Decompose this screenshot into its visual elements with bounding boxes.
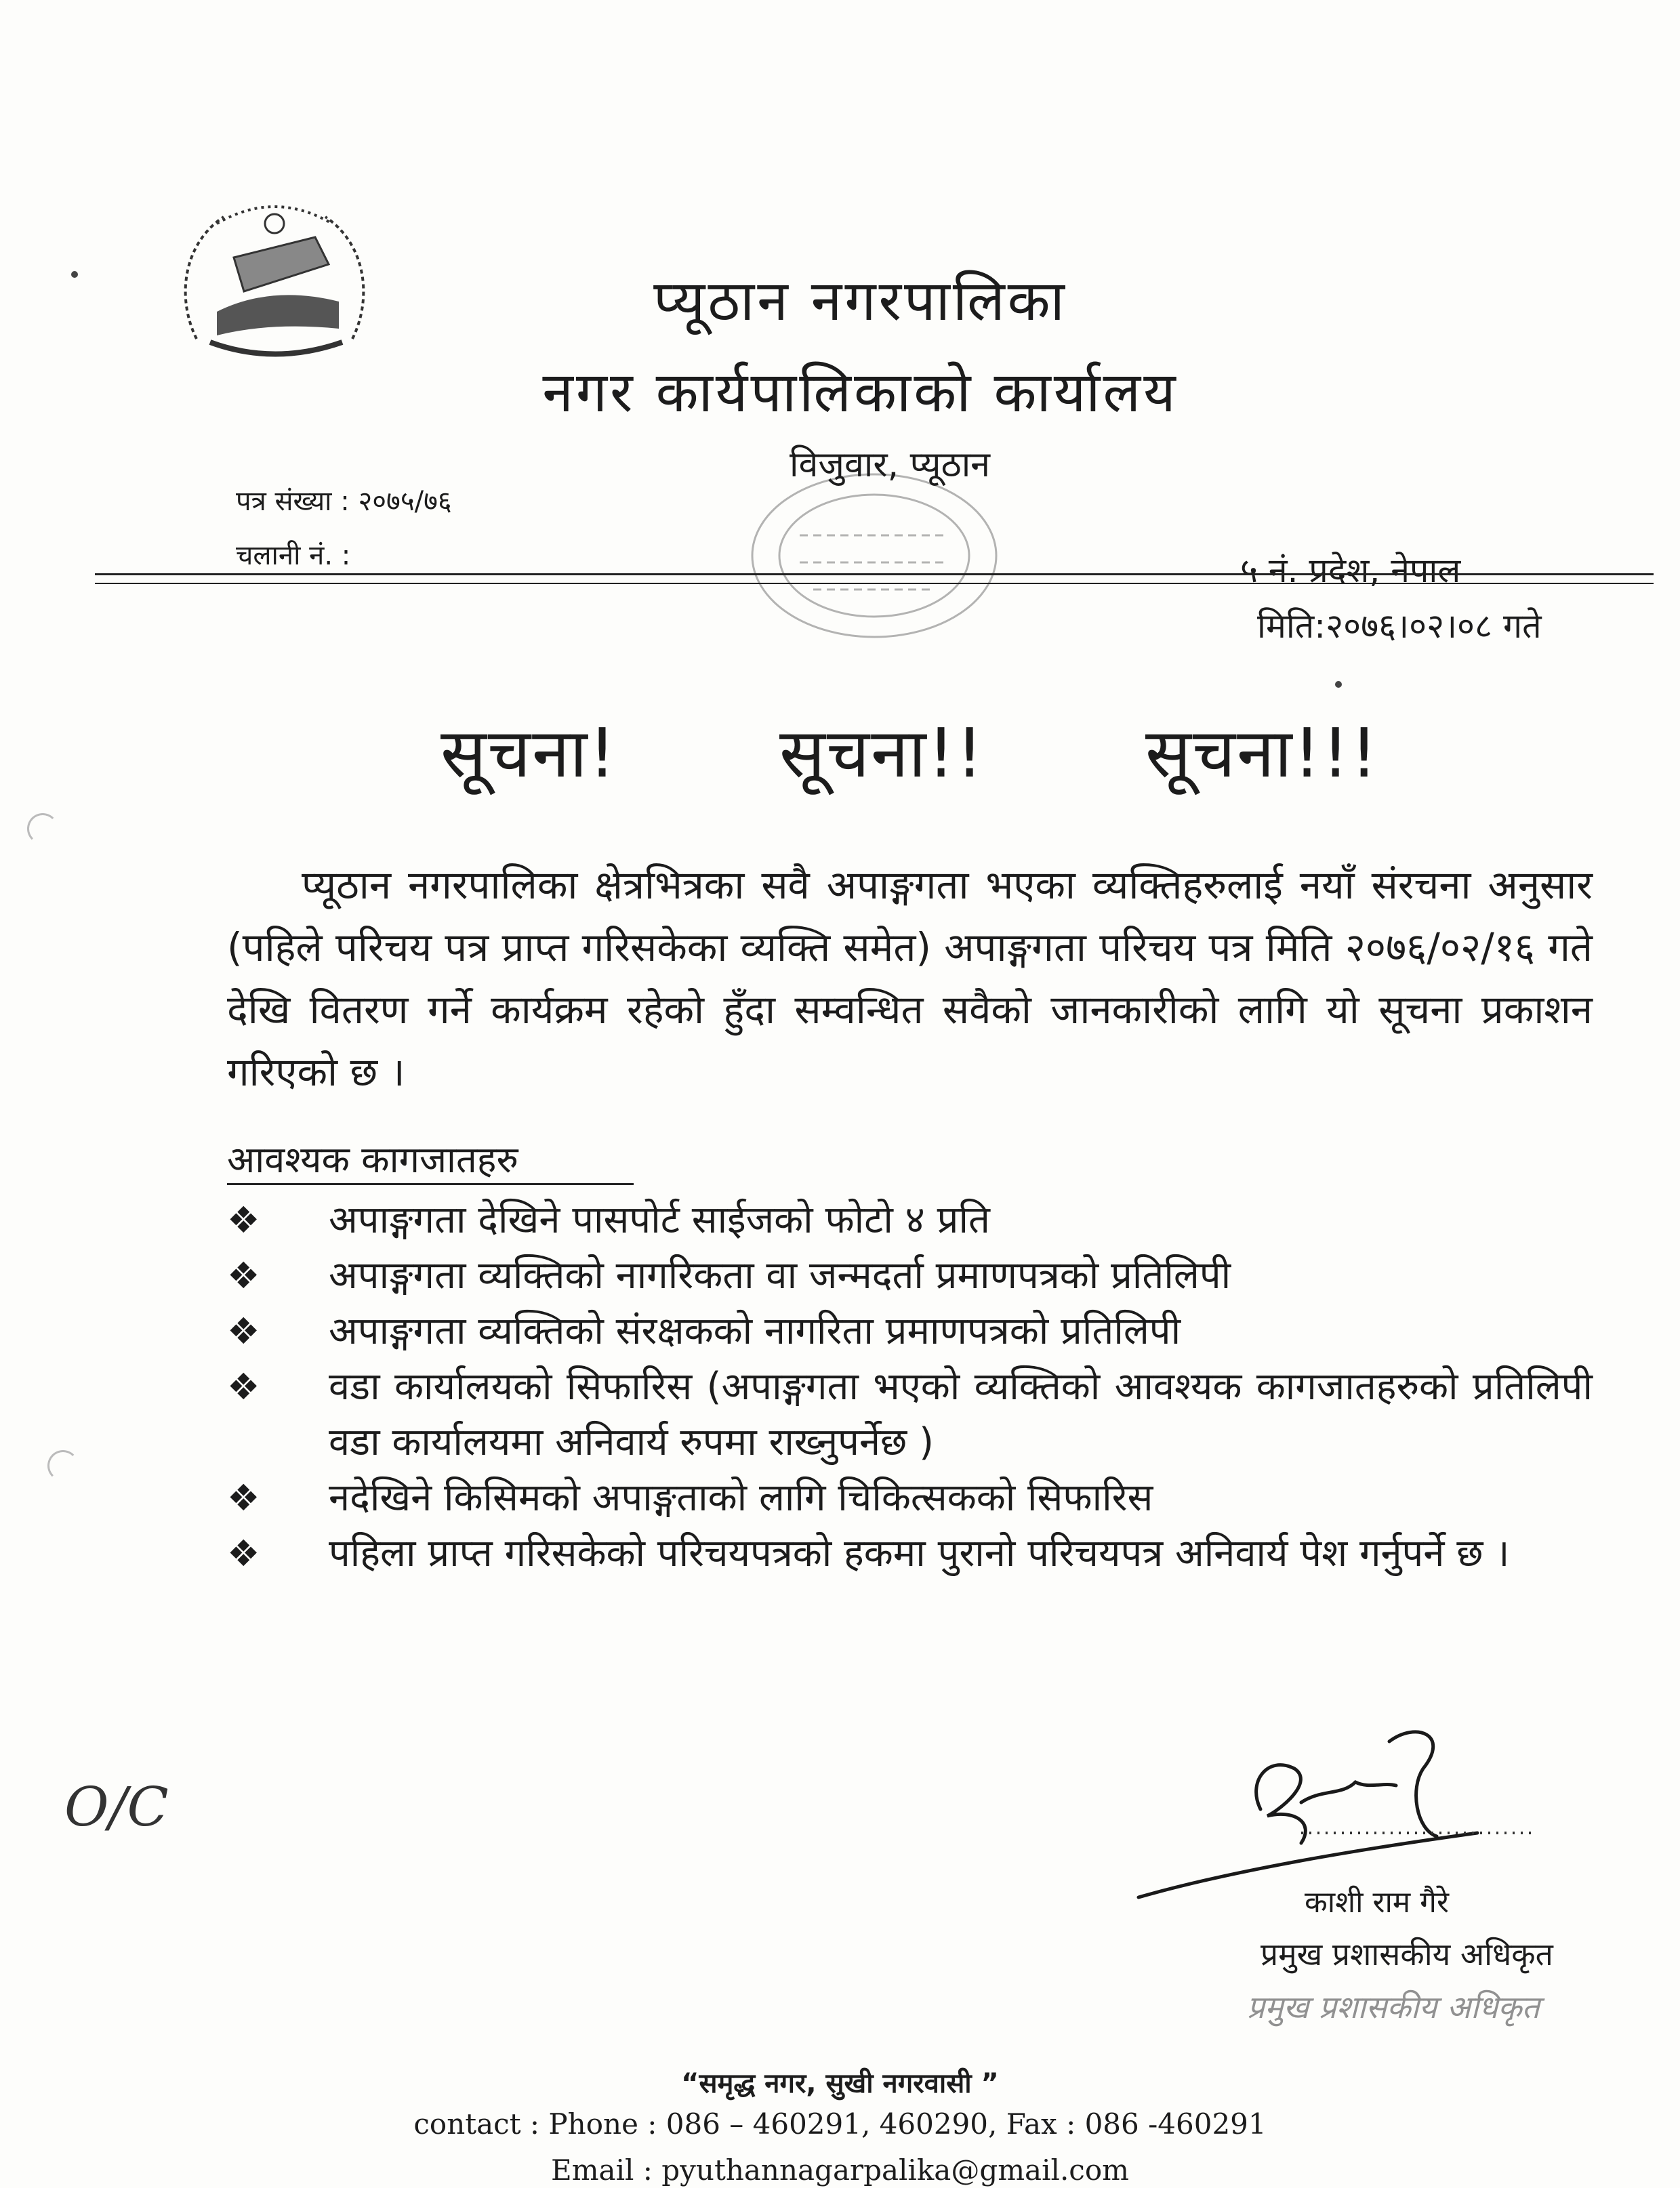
requirements-heading: आवश्यक कागजातहरु <box>227 1138 518 1181</box>
header-divider <box>95 573 1654 575</box>
office-address: विजुवार, प्यूठान <box>790 445 991 485</box>
list-item <box>227 1359 1593 1470</box>
requirement-text: पहिला प्राप्त गरिसकेको परिचयपत्रको हकमा पुरानो परिचयपत्र अनिवार्य पेश गर्नुपर्ने छ । <box>329 1531 1510 1575</box>
notice-title-1: सूचना! <box>441 714 617 793</box>
list-item <box>227 1193 1593 1248</box>
footer-contact: contact : Phone : 086 – 460291, 460290, Fax : 086 -460291 <box>413 2107 1267 2141</box>
notice-title-2: सूचना!! <box>779 714 985 793</box>
bullet-icon: ❖ <box>227 1477 260 1519</box>
signatory-title: प्रमुख प्रशासकीय अधिकृत <box>1261 1936 1553 1973</box>
bullet-icon: ❖ <box>227 1365 260 1408</box>
scan-artifact <box>47 1450 79 1481</box>
requirement-text: वडा कार्यालयको सिफारिस (अपाङ्गगता भएको व्यक्तिको आवश्यक कागजातहरुको प्रतिलिपी वडा कार्यालयमा अनिवार्य रुपमा राख्नुपर्नेछ ) <box>329 1365 1593 1464</box>
letter-date: मिति:२०७६।०२।०८ गते <box>1257 606 1542 646</box>
bullet-icon: ❖ <box>227 1310 260 1353</box>
requirements-heading-underline <box>227 1183 634 1185</box>
dispatch-number-label: चलानी नं. : <box>236 540 351 571</box>
footer-email: Email : pyuthannagarpalika@gmail.com <box>551 2153 1129 2187</box>
letter-number-label: पत्र संख्या : <box>236 486 350 517</box>
notice-title-3: सूचना!!! <box>1145 714 1379 793</box>
header-divider-secondary <box>95 583 1654 584</box>
bullet-icon: ❖ <box>227 1254 260 1297</box>
signatory-name: काशी राम गैरे <box>1305 1885 1449 1920</box>
notice-paragraph: प्यूठान नगरपालिका क्षेत्रभित्रका सवै अपाङ्गगता भएका व्यक्तिहरुलाई नयाँ संरचना अनुसार (पहिले परिचय पत्र प्राप्त गरिसकेका व्यक्ति समेत) अपाङ्गगता परिचय पत्र मिति २०७६/०२/१६ गते देखि वितरण गर्ने कार्यक्रम रहेको हुँदा सम्वन्धित सवैको जानकारीको लागि यो सूचना प्रकाशन गरिएको छ । <box>227 862 1593 1095</box>
bullet-icon: ❖ <box>227 1532 260 1575</box>
province-label: ५ नं. प्रदेश, नेपाल <box>1240 551 1461 590</box>
organization-name: प्यूठान नगरपालिका <box>653 269 1067 333</box>
handwritten-mark: O/C <box>64 1775 169 1838</box>
list-item <box>227 1248 1593 1304</box>
list-item <box>227 1470 1593 1526</box>
office-name: नगर कार्यपालिकाको कार्यालय <box>542 360 1179 425</box>
office-stamp-icon <box>739 461 1010 651</box>
list-item <box>227 1526 1593 1582</box>
letter-number <box>236 481 452 518</box>
bullet-icon: ❖ <box>227 1199 260 1241</box>
letter-number-value: २०७५/७६ <box>358 486 452 517</box>
requirements-list <box>227 1193 1593 1582</box>
requirement-text: अपाङ्गगता व्यक्तिको संरक्षकको नागरिता प्रमाणपत्रको प्रतिलिपी <box>329 1309 1181 1353</box>
requirement-text: अपाङ्गगता व्यक्तिको नागरिकता वा जन्मदर्ता प्रमाणपत्रको प्रतिलिपी <box>329 1254 1231 1298</box>
scan-artifact <box>1335 681 1342 688</box>
scan-artifact <box>71 271 78 278</box>
signatory-seal: प्रमुख प्रशासकीय अधिकृत <box>1247 1989 1540 2025</box>
scan-artifact <box>27 813 58 844</box>
list-item <box>227 1304 1593 1359</box>
requirement-text: अपाङ्गगता देखिने पासपोर्ट साईजको फोटो ४ प्रति <box>329 1198 990 1242</box>
requirement-text: नदेखिने किसिमको अपाङ्गताको लागि चिकित्सकको सिफारिस <box>329 1476 1153 1520</box>
footer-motto: “समृद्ध नगर, सुखी नगरवासी ” <box>681 2068 999 2099</box>
